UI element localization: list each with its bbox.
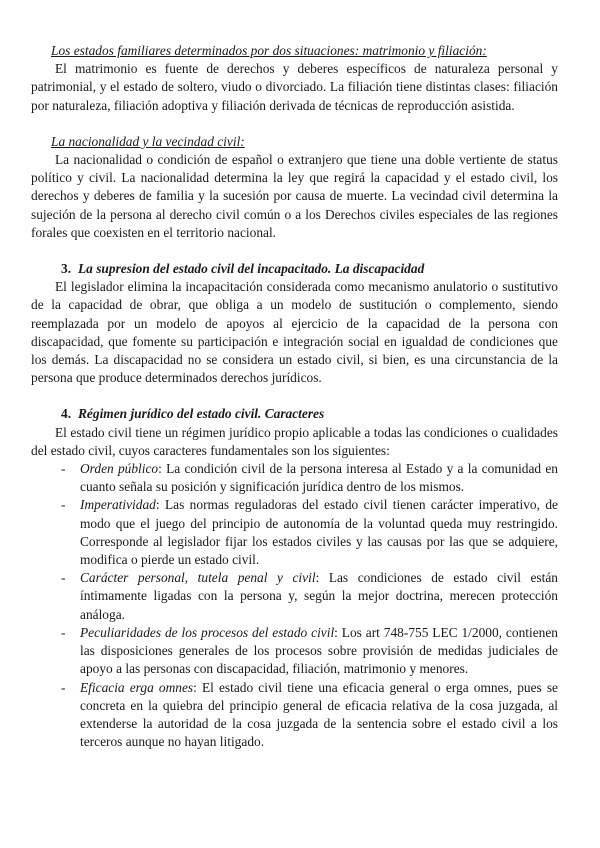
- list-item: [31, 460, 558, 496]
- spacer: [31, 115, 558, 133]
- paragraph-nationality: La nacionalidad o condición de español o extranjero que tiene una doble vertiente de status político y civil. La nacionalidad determina la ley que regirá la capacidad y el estado civil, los derechos y deberes de familia y la sucesión por causa de muerte. La vecindad civil determina la sujeción de la persona al derecho civil común o a los Derechos civiles especiales de las regiones forales que coexisten en el territorio nacional.: [31, 152, 558, 240]
- document-page: [31, 42, 558, 751]
- section-heading-family-states: Los estados familiares determinados por dos situaciones: matrimonio y filiación:: [51, 43, 487, 58]
- list-dash: -: [61, 497, 66, 513]
- item-term: Orden público: [80, 461, 159, 477]
- item-text: : Las condiciones de estado civil están íntimamente ligadas con la persona y, según la mejor doctrina, merecen protección análoga.: [80, 570, 558, 622]
- spacer: [31, 387, 558, 405]
- list-dash: -: [61, 570, 66, 586]
- section-number: 3.: [61, 261, 72, 277]
- item-text: : Las normas reguladoras del estado civil tienen carácter imperativo, de modo que el juego del principio de autonomía de la voluntad queda muy restringido. Corresponde al legislador fijar los estados civiles y las causas por las que se adquiere, modifica o pierde un estado civil.: [80, 497, 558, 568]
- list-dash: -: [61, 461, 66, 477]
- section-number: 4.: [61, 406, 72, 422]
- list-dash: -: [61, 679, 66, 695]
- item-text: : La condición civil de la persona interesa al Estado y a la comunidad en cuanto señala su posición y significación jurídica dentro de los mismos.: [80, 461, 558, 495]
- item-term: Eficacia erga omnes: [80, 679, 194, 695]
- paragraph-family-states: El matrimonio es fuente de derechos y deberes específicos de naturaleza personal y patrimonial, y el estado de soltero, viudo o divorciado. La filiación tiene distintas clases: filiación por naturaleza, filiación adoptiva y filiación derivada de técnicas de reproducción asistida.: [31, 61, 558, 113]
- paragraph-disability: El legislador elimina la incapacitación considerada como mecanismo anulatorio o sustitutivo de la capacidad de obrar, que obliga a un modelo de sustitución o complemento, siendo reemplazada por un modelo de apoyos al ejercicio de la capacidad de la persona con discapacidad, que fomente su participación e integración social en igualdad de condiciones que los demás. La discapacidad no se considera un estado civil, si bien, es una circunstancia de la persona que produce determinados derechos jurídicos.: [31, 279, 558, 386]
- characteristics-list: [31, 460, 558, 751]
- list-item: [31, 624, 558, 679]
- paragraph-regime-intro: El estado civil tiene un régimen jurídico propio aplicable a todas las condiciones o cualidades del estado civil, cuyos caracteres fundamentales son los siguientes:: [31, 424, 558, 458]
- list-item: [31, 569, 558, 624]
- list-dash: -: [61, 624, 66, 640]
- list-item: [31, 679, 558, 752]
- section-heading-nationality: La nacionalidad y la vecindad civil:: [51, 133, 245, 149]
- item-term: Carácter personal, tutela penal y civil: [80, 570, 316, 586]
- item-term: Peculiaridades de los procesos del estado civil: [80, 624, 335, 640]
- list-item: [31, 496, 558, 569]
- section-title: Régimen jurídico del estado civil. Caracteres: [78, 406, 325, 422]
- spacer: [31, 242, 558, 260]
- section-heading-4: [61, 405, 558, 423]
- item-text: : El estado civil tiene una eficacia general o erga omnes, pues se concreta en la quiebra del principio general de eficacia relativa de la cosa juzgada, al extenderse la autoridad de la cosa juzgada de la sentencia sobre el estado civil a los terceros aunque no hayan litigado.: [80, 679, 559, 750]
- item-text: : Los art 748-755 LEC 1/2000, contienen las disposiciones generales de los procesos sobre provisión de medidas judiciales de apoyo a las personas con discapacidad, filiación, matrimonio y menores.: [80, 624, 558, 677]
- item-term: Imperatividad: [80, 497, 156, 513]
- section-heading-3: [61, 260, 558, 278]
- section-title: La supresion del estado civil del incapacitado. La discapacidad: [78, 261, 425, 277]
